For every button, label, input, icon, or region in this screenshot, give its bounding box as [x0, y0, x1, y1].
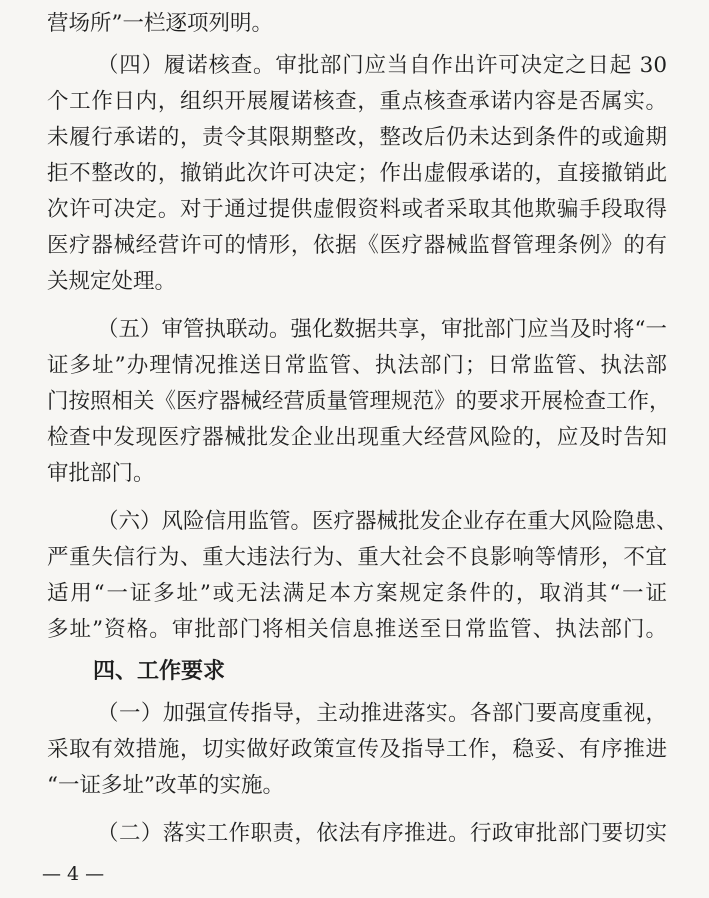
paragraph-first-line: （四）履诺核查。审批部门应当自作出许可决定之日起 30: [97, 53, 667, 78]
section-heading: 四、工作要求: [93, 659, 226, 684]
text-line: 多址”资格。审批部门将相关信息推送至日常监管、执法部门。: [47, 617, 667, 642]
text-line: 证多址”办理情况推送日常监管、执法部门；日常监管、执法部: [47, 353, 667, 378]
paragraph-first-line: （五）审管执联动。强化数据共享，审批部门应当及时将“一: [97, 317, 667, 342]
text-line: 检查中发现医疗器械批发企业出现重大经营风险的，应及时告知: [47, 425, 667, 450]
text-line: 采取有效措施，切实做好政策宣传及指导工作，稳妥、有序推进: [47, 737, 667, 762]
text-line: 未履行承诺的，责令其限期整改，整改后仍未达到条件的或逾期: [47, 125, 667, 150]
text-line: 营场所”一栏逐项列明。: [47, 11, 273, 36]
paragraph-first-line: （二）落实工作职责，依法有序推进。行政审批部门要切实: [97, 821, 667, 846]
text-line: 拒不整改的，撤销此次许可决定；作出虚假承诺的，直接撤销此: [47, 161, 667, 186]
text-line: 审批部门。: [47, 461, 155, 486]
text-line: 门按照相关《医疗器械经营质量管理规范》的要求开展检查工作，: [47, 389, 671, 414]
text-line: 严重失信行为、重大违法行为、重大社会不良影响等情形，不宜: [47, 545, 667, 570]
text-line: 关规定处理。: [47, 269, 177, 294]
text-line: 个工作日内，组织开展履诺核查，重点核查承诺内容是否属实。: [47, 89, 667, 114]
paragraph-first-line: （一）加强宣传指导，主动推进落实。各部门要高度重视，: [97, 701, 667, 726]
text-line: “一证多址”改革的实施。: [47, 773, 284, 798]
page-number: — 4 —: [42, 863, 105, 885]
text-line: 次许可决定。对于通过提供虚假资料或者采取其他欺骗手段取得: [47, 197, 667, 222]
paragraph-first-line: （六）风险信用监管。医疗器械批发企业存在重大风险隐患、: [97, 509, 678, 534]
text-line: 医疗器械经营许可的情形，依据《医疗器械监督管理条例》的有: [47, 233, 667, 258]
text-line: 适用“一证多址”或无法满足本方案规定条件的，取消其“一证: [47, 581, 667, 606]
